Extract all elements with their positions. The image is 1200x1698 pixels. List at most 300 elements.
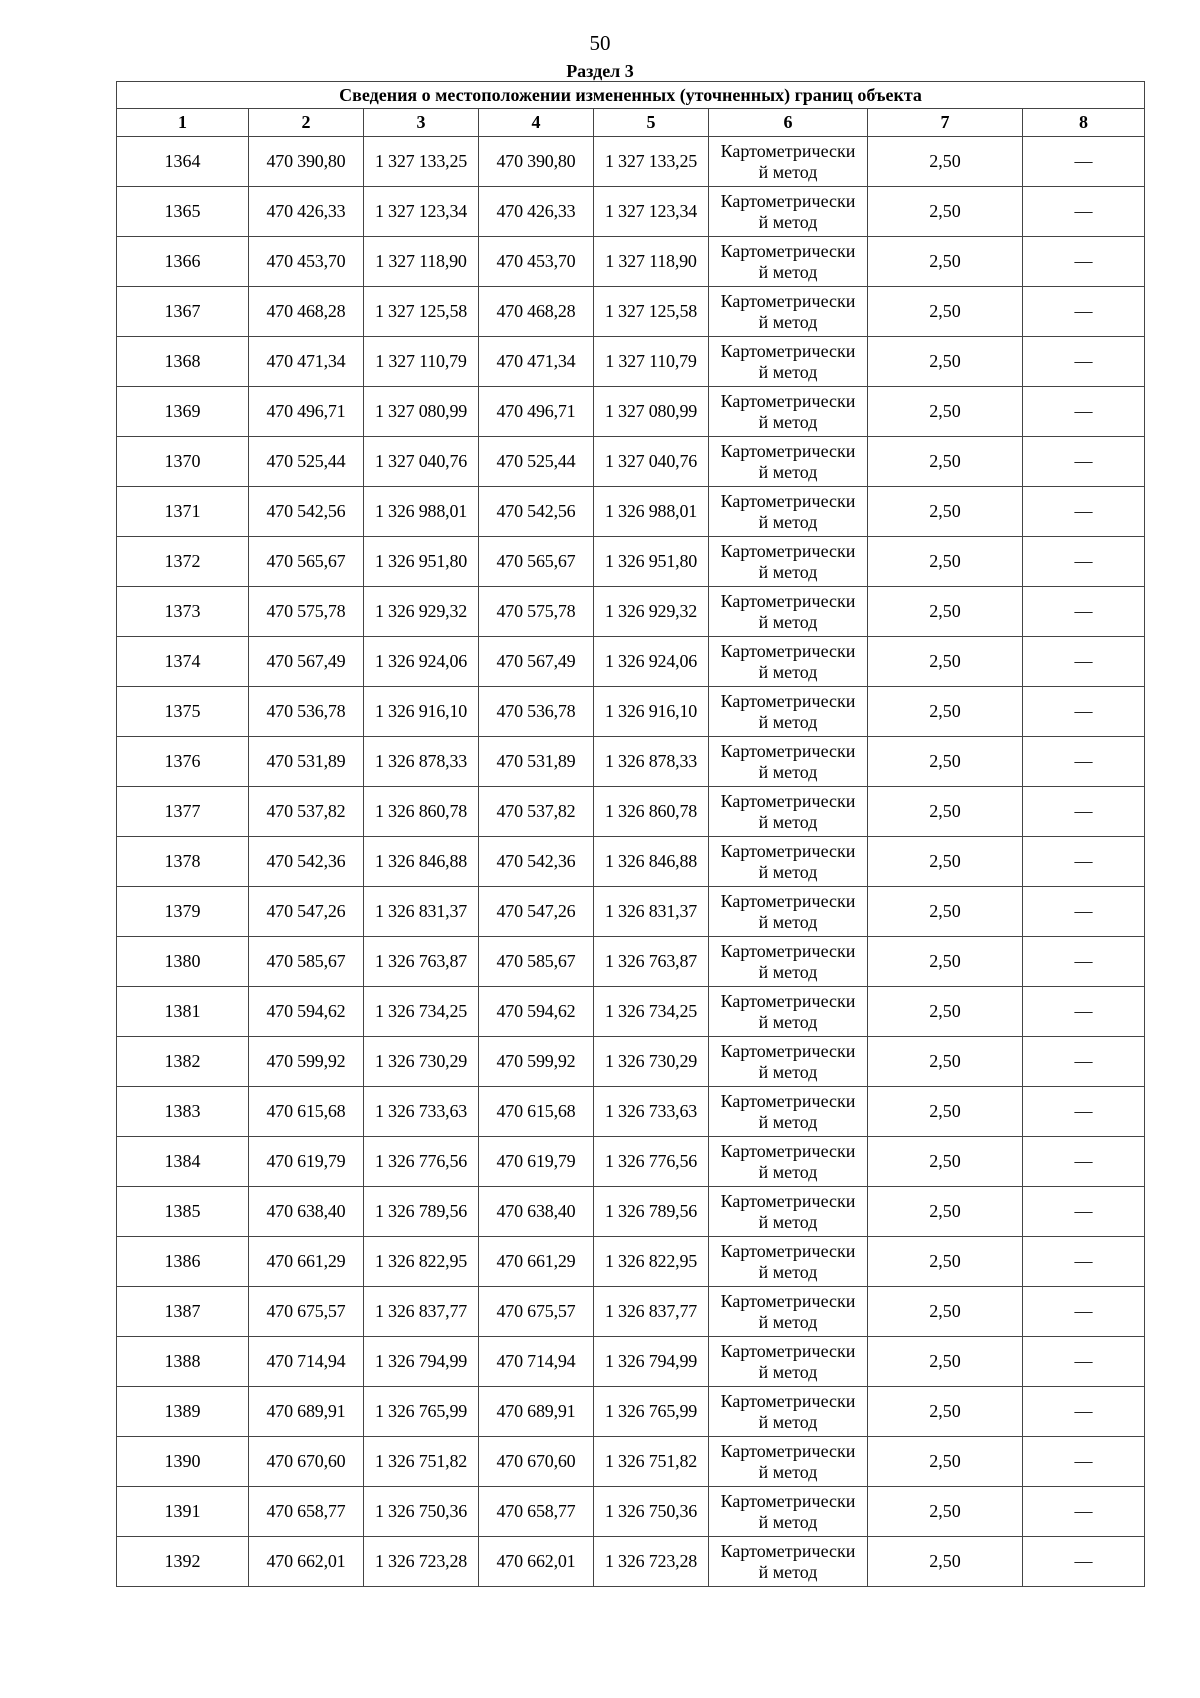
point-number-cell: 1364	[117, 137, 249, 187]
existing-x-cell: 470 661,29	[249, 1237, 364, 1287]
table-row	[117, 1287, 1145, 1337]
table-row	[117, 437, 1145, 487]
existing-x-cell: 470 714,94	[249, 1337, 364, 1387]
new-y-cell: 1 326 730,29	[594, 1037, 709, 1087]
existing-x-cell: 470 542,36	[249, 837, 364, 887]
existing-x-cell: 470 619,79	[249, 1137, 364, 1187]
accuracy-cell: 2,50	[868, 1087, 1023, 1137]
method-cell	[709, 1187, 868, 1237]
point-number-cell: 1369	[117, 387, 249, 437]
method-cell	[709, 1537, 868, 1587]
method-cell	[709, 637, 868, 687]
method-line-2: й метод	[758, 1511, 818, 1532]
method-cell	[709, 337, 868, 387]
method-line-1: Картометрически	[720, 940, 856, 961]
point-number-cell: 1376	[117, 737, 249, 787]
new-y-cell: 1 327 123,34	[594, 187, 709, 237]
table-row	[117, 837, 1145, 887]
method-line-2: й метод	[758, 511, 818, 532]
table-row	[117, 487, 1145, 537]
accuracy-cell: 2,50	[868, 1487, 1023, 1537]
table-row	[117, 987, 1145, 1037]
note-cell: —	[1023, 537, 1145, 587]
table-row	[117, 1537, 1145, 1587]
accuracy-cell: 2,50	[868, 1387, 1023, 1437]
new-y-cell: 1 326 789,56	[594, 1187, 709, 1237]
method-line-1: Картометрически	[720, 990, 856, 1011]
new-y-cell: 1 326 733,63	[594, 1087, 709, 1137]
table-row	[117, 1137, 1145, 1187]
point-number-cell: 1372	[117, 537, 249, 587]
table-row	[117, 287, 1145, 337]
new-y-cell: 1 327 125,58	[594, 287, 709, 337]
method-line-2: й метод	[758, 811, 818, 832]
table-row	[117, 1487, 1145, 1537]
existing-y-cell: 1 326 988,01	[364, 487, 479, 537]
point-number-cell: 1391	[117, 1487, 249, 1537]
table-row	[117, 537, 1145, 587]
point-number-cell: 1388	[117, 1337, 249, 1387]
new-y-cell: 1 326 794,99	[594, 1337, 709, 1387]
table-row	[117, 137, 1145, 187]
existing-y-cell: 1 326 734,25	[364, 987, 479, 1037]
new-x-cell: 470 547,26	[479, 887, 594, 937]
existing-x-cell: 470 531,89	[249, 737, 364, 787]
method-line-1: Картометрически	[720, 690, 856, 711]
note-cell: —	[1023, 287, 1145, 337]
method-line-2: й метод	[758, 911, 818, 932]
note-cell: —	[1023, 187, 1145, 237]
existing-x-cell: 470 468,28	[249, 287, 364, 337]
accuracy-cell: 2,50	[868, 987, 1023, 1037]
accuracy-cell: 2,50	[868, 1237, 1023, 1287]
accuracy-cell: 2,50	[868, 187, 1023, 237]
accuracy-cell: 2,50	[868, 337, 1023, 387]
point-number-cell: 1373	[117, 587, 249, 637]
new-y-cell: 1 326 924,06	[594, 637, 709, 687]
existing-x-cell: 470 585,67	[249, 937, 364, 987]
method-line-1: Картометрически	[720, 1490, 856, 1511]
method-line-1: Картометрически	[720, 1140, 856, 1161]
method-line-1: Картометрически	[720, 1040, 856, 1061]
section-title: Раздел 3	[566, 61, 634, 81]
note-cell: —	[1023, 387, 1145, 437]
existing-y-cell: 1 326 789,56	[364, 1187, 479, 1237]
existing-x-cell: 470 536,78	[249, 687, 364, 737]
existing-x-cell: 470 471,34	[249, 337, 364, 387]
table-row	[117, 187, 1145, 237]
existing-y-cell: 1 326 765,99	[364, 1387, 479, 1437]
existing-x-cell: 470 670,60	[249, 1437, 364, 1487]
note-cell: —	[1023, 1337, 1145, 1387]
existing-x-cell: 470 390,80	[249, 137, 364, 187]
accuracy-cell: 2,50	[868, 637, 1023, 687]
note-cell: —	[1023, 237, 1145, 287]
note-cell: —	[1023, 587, 1145, 637]
accuracy-cell: 2,50	[868, 1437, 1023, 1487]
method-cell	[709, 1137, 868, 1187]
point-number-cell: 1382	[117, 1037, 249, 1087]
existing-y-cell: 1 326 929,32	[364, 587, 479, 637]
point-number-cell: 1392	[117, 1537, 249, 1587]
existing-y-cell: 1 326 846,88	[364, 837, 479, 887]
new-x-cell: 470 689,91	[479, 1387, 594, 1437]
point-number-cell: 1370	[117, 437, 249, 487]
existing-y-cell: 1 326 794,99	[364, 1337, 479, 1387]
method-cell	[709, 1387, 868, 1437]
accuracy-cell: 2,50	[868, 1287, 1023, 1337]
accuracy-cell: 2,50	[868, 737, 1023, 787]
method-cell	[709, 687, 868, 737]
table-row	[117, 787, 1145, 837]
accuracy-cell: 2,50	[868, 487, 1023, 537]
new-y-cell: 1 326 988,01	[594, 487, 709, 537]
note-cell: —	[1023, 987, 1145, 1037]
method-line-1: Картометрически	[720, 190, 856, 211]
existing-y-cell: 1 326 776,56	[364, 1137, 479, 1187]
method-line-1: Картометрически	[720, 590, 856, 611]
method-line-2: й метод	[758, 1311, 818, 1332]
method-cell	[709, 587, 868, 637]
new-x-cell: 470 537,82	[479, 787, 594, 837]
method-line-1: Картометрически	[720, 1240, 856, 1261]
new-x-cell: 470 390,80	[479, 137, 594, 187]
method-line-2: й метод	[758, 261, 818, 282]
new-x-cell: 470 531,89	[479, 737, 594, 787]
table-row	[117, 737, 1145, 787]
point-number-cell: 1374	[117, 637, 249, 687]
page-number: 50	[589, 31, 611, 55]
column-number-row	[117, 109, 1145, 137]
table-row	[117, 1037, 1145, 1087]
table-row	[117, 1237, 1145, 1287]
table-row	[117, 637, 1145, 687]
accuracy-cell: 2,50	[868, 1037, 1023, 1087]
existing-y-cell: 1 327 123,34	[364, 187, 479, 237]
point-number-cell: 1384	[117, 1137, 249, 1187]
method-line-1: Картометрически	[720, 640, 856, 661]
new-x-cell: 470 453,70	[479, 237, 594, 287]
existing-x-cell: 470 575,78	[249, 587, 364, 637]
new-y-cell: 1 326 776,56	[594, 1137, 709, 1187]
accuracy-cell: 2,50	[868, 387, 1023, 437]
method-line-2: й метод	[758, 711, 818, 732]
note-cell: —	[1023, 1537, 1145, 1587]
existing-y-cell: 1 326 878,33	[364, 737, 479, 787]
note-cell: —	[1023, 337, 1145, 387]
method-line-1: Картометрически	[720, 1290, 856, 1311]
new-y-cell: 1 326 822,95	[594, 1237, 709, 1287]
existing-y-cell: 1 327 133,25	[364, 137, 479, 187]
existing-x-cell: 470 537,82	[249, 787, 364, 837]
method-line-1: Картометрически	[720, 1090, 856, 1111]
method-line-2: й метод	[758, 211, 818, 232]
method-line-2: й метод	[758, 1161, 818, 1182]
method-cell	[709, 137, 868, 187]
existing-x-cell: 470 599,92	[249, 1037, 364, 1087]
method-line-2: й метод	[758, 1461, 818, 1482]
method-line-2: й метод	[758, 311, 818, 332]
method-line-2: й метод	[758, 661, 818, 682]
method-line-1: Картометрически	[720, 140, 856, 161]
method-line-2: й метод	[758, 1561, 818, 1582]
method-cell	[709, 787, 868, 837]
new-x-cell: 470 525,44	[479, 437, 594, 487]
existing-y-cell: 1 326 837,77	[364, 1287, 479, 1337]
method-cell	[709, 887, 868, 937]
table-row	[117, 937, 1145, 987]
method-cell	[709, 987, 868, 1037]
new-x-cell: 470 426,33	[479, 187, 594, 237]
method-line-2: й метод	[758, 1261, 818, 1282]
method-line-2: й метод	[758, 861, 818, 882]
method-cell	[709, 537, 868, 587]
point-number-cell: 1377	[117, 787, 249, 837]
existing-y-cell: 1 326 750,36	[364, 1487, 479, 1537]
note-cell: —	[1023, 1037, 1145, 1087]
method-cell	[709, 1087, 868, 1137]
existing-y-cell: 1 326 723,28	[364, 1537, 479, 1587]
new-y-cell: 1 327 110,79	[594, 337, 709, 387]
new-x-cell: 470 468,28	[479, 287, 594, 337]
point-number-cell: 1380	[117, 937, 249, 987]
new-y-cell: 1 327 118,90	[594, 237, 709, 287]
existing-y-cell: 1 327 110,79	[364, 337, 479, 387]
point-number-cell: 1375	[117, 687, 249, 737]
note-cell: —	[1023, 737, 1145, 787]
new-x-cell: 470 638,40	[479, 1187, 594, 1237]
note-cell: —	[1023, 1237, 1145, 1287]
point-number-cell: 1386	[117, 1237, 249, 1287]
new-x-cell: 470 662,01	[479, 1537, 594, 1587]
accuracy-cell: 2,50	[868, 837, 1023, 887]
method-line-2: й метод	[758, 961, 818, 982]
new-x-cell: 470 599,92	[479, 1037, 594, 1087]
point-number-cell: 1383	[117, 1087, 249, 1137]
column-number: 5	[594, 109, 709, 137]
method-line-1: Картометрически	[720, 740, 856, 761]
existing-y-cell: 1 327 118,90	[364, 237, 479, 287]
table-row	[117, 887, 1145, 937]
method-cell	[709, 1437, 868, 1487]
existing-y-cell: 1 326 860,78	[364, 787, 479, 837]
method-cell	[709, 737, 868, 787]
existing-x-cell: 470 525,44	[249, 437, 364, 487]
table-row	[117, 387, 1145, 437]
new-x-cell: 470 471,34	[479, 337, 594, 387]
accuracy-cell: 2,50	[868, 1137, 1023, 1187]
existing-y-cell: 1 326 733,63	[364, 1087, 479, 1137]
existing-x-cell: 470 658,77	[249, 1487, 364, 1537]
note-cell: —	[1023, 487, 1145, 537]
new-y-cell: 1 326 723,28	[594, 1537, 709, 1587]
new-y-cell: 1 326 765,99	[594, 1387, 709, 1437]
method-line-1: Картометрически	[720, 440, 856, 461]
accuracy-cell: 2,50	[868, 287, 1023, 337]
new-x-cell: 470 567,49	[479, 637, 594, 687]
new-x-cell: 470 675,57	[479, 1287, 594, 1337]
new-x-cell: 470 670,60	[479, 1437, 594, 1487]
method-line-1: Картометрически	[720, 490, 856, 511]
existing-x-cell: 470 426,33	[249, 187, 364, 237]
method-cell	[709, 487, 868, 537]
column-number: 7	[868, 109, 1023, 137]
point-number-cell: 1366	[117, 237, 249, 287]
column-number: 3	[364, 109, 479, 137]
existing-y-cell: 1 326 763,87	[364, 937, 479, 987]
column-number: 8	[1023, 109, 1145, 137]
accuracy-cell: 2,50	[868, 137, 1023, 187]
method-cell	[709, 1237, 868, 1287]
new-x-cell: 470 496,71	[479, 387, 594, 437]
new-y-cell: 1 326 878,33	[594, 737, 709, 787]
note-cell: —	[1023, 887, 1145, 937]
new-y-cell: 1 326 837,77	[594, 1287, 709, 1337]
method-line-1: Картометрически	[720, 290, 856, 311]
existing-x-cell: 470 567,49	[249, 637, 364, 687]
new-x-cell: 470 594,62	[479, 987, 594, 1037]
accuracy-cell: 2,50	[868, 787, 1023, 837]
note-cell: —	[1023, 1187, 1145, 1237]
method-line-2: й метод	[758, 361, 818, 382]
note-cell: —	[1023, 1137, 1145, 1187]
method-line-2: й метод	[758, 411, 818, 432]
method-line-1: Картометрически	[720, 390, 856, 411]
method-line-1: Картометрически	[720, 340, 856, 361]
new-y-cell: 1 326 750,36	[594, 1487, 709, 1537]
existing-y-cell: 1 327 040,76	[364, 437, 479, 487]
note-cell: —	[1023, 1087, 1145, 1137]
accuracy-cell: 2,50	[868, 687, 1023, 737]
note-cell: —	[1023, 1387, 1145, 1437]
method-line-1: Картометрически	[720, 1540, 856, 1561]
existing-y-cell: 1 326 916,10	[364, 687, 479, 737]
method-cell	[709, 437, 868, 487]
method-line-1: Картометрически	[720, 1190, 856, 1211]
new-y-cell: 1 326 751,82	[594, 1437, 709, 1487]
new-y-cell: 1 327 133,25	[594, 137, 709, 187]
table-row	[117, 587, 1145, 637]
existing-x-cell: 470 496,71	[249, 387, 364, 437]
existing-x-cell: 470 565,67	[249, 537, 364, 587]
point-number-cell: 1390	[117, 1437, 249, 1487]
point-number-cell: 1389	[117, 1387, 249, 1437]
column-number: 6	[709, 109, 868, 137]
new-x-cell: 470 661,29	[479, 1237, 594, 1287]
new-x-cell: 470 658,77	[479, 1487, 594, 1537]
existing-y-cell: 1 326 822,95	[364, 1237, 479, 1287]
point-number-cell: 1368	[117, 337, 249, 387]
new-y-cell: 1 326 763,87	[594, 937, 709, 987]
note-cell: —	[1023, 1487, 1145, 1537]
method-cell	[709, 387, 868, 437]
column-number: 1	[117, 109, 249, 137]
method-cell	[709, 1037, 868, 1087]
point-number-cell: 1387	[117, 1287, 249, 1337]
note-cell: —	[1023, 437, 1145, 487]
new-y-cell: 1 326 860,78	[594, 787, 709, 837]
new-x-cell: 470 615,68	[479, 1087, 594, 1137]
method-line-1: Картометрически	[720, 890, 856, 911]
method-line-2: й метод	[758, 1111, 818, 1132]
existing-x-cell: 470 453,70	[249, 237, 364, 287]
coordinates-table	[116, 81, 1145, 1587]
method-line-2: й метод	[758, 1411, 818, 1432]
note-cell: —	[1023, 687, 1145, 737]
note-cell: —	[1023, 637, 1145, 687]
table-row	[117, 337, 1145, 387]
table-row	[117, 237, 1145, 287]
method-line-2: й метод	[758, 461, 818, 482]
method-cell	[709, 287, 868, 337]
new-y-cell: 1 326 846,88	[594, 837, 709, 887]
column-number: 2	[249, 109, 364, 137]
table-row	[117, 1387, 1145, 1437]
method-line-2: й метод	[758, 1211, 818, 1232]
method-cell	[709, 237, 868, 287]
point-number-cell: 1371	[117, 487, 249, 537]
method-line-1: Картометрически	[720, 1340, 856, 1361]
new-y-cell: 1 327 080,99	[594, 387, 709, 437]
existing-x-cell: 470 542,56	[249, 487, 364, 537]
accuracy-cell: 2,50	[868, 1337, 1023, 1387]
existing-x-cell: 470 675,57	[249, 1287, 364, 1337]
accuracy-cell: 2,50	[868, 1537, 1023, 1587]
method-line-2: й метод	[758, 561, 818, 582]
existing-y-cell: 1 326 831,37	[364, 887, 479, 937]
new-y-cell: 1 326 734,25	[594, 987, 709, 1037]
new-x-cell: 470 536,78	[479, 687, 594, 737]
note-cell: —	[1023, 1437, 1145, 1487]
new-y-cell: 1 327 040,76	[594, 437, 709, 487]
point-number-cell: 1379	[117, 887, 249, 937]
table-caption: Сведения о местоположении измененных (уточненных) границ объекта	[117, 82, 1145, 109]
accuracy-cell: 2,50	[868, 437, 1023, 487]
existing-y-cell: 1 327 125,58	[364, 287, 479, 337]
note-cell: —	[1023, 937, 1145, 987]
existing-x-cell: 470 547,26	[249, 887, 364, 937]
method-line-2: й метод	[758, 761, 818, 782]
existing-y-cell: 1 327 080,99	[364, 387, 479, 437]
new-x-cell: 470 542,36	[479, 837, 594, 887]
new-y-cell: 1 326 916,10	[594, 687, 709, 737]
new-x-cell: 470 585,67	[479, 937, 594, 987]
method-cell	[709, 187, 868, 237]
method-line-1: Картометрически	[720, 1390, 856, 1411]
new-y-cell: 1 326 831,37	[594, 887, 709, 937]
new-x-cell: 470 619,79	[479, 1137, 594, 1187]
table-body	[117, 137, 1145, 1587]
existing-y-cell: 1 326 751,82	[364, 1437, 479, 1487]
new-y-cell: 1 326 951,80	[594, 537, 709, 587]
accuracy-cell: 2,50	[868, 587, 1023, 637]
note-cell: —	[1023, 787, 1145, 837]
existing-y-cell: 1 326 730,29	[364, 1037, 479, 1087]
existing-x-cell: 470 662,01	[249, 1537, 364, 1587]
table-row	[117, 1337, 1145, 1387]
accuracy-cell: 2,50	[868, 237, 1023, 287]
existing-x-cell: 470 689,91	[249, 1387, 364, 1437]
existing-x-cell: 470 638,40	[249, 1187, 364, 1237]
existing-x-cell: 470 615,68	[249, 1087, 364, 1137]
existing-y-cell: 1 326 951,80	[364, 537, 479, 587]
point-number-cell: 1385	[117, 1187, 249, 1237]
existing-y-cell: 1 326 924,06	[364, 637, 479, 687]
new-x-cell: 470 542,56	[479, 487, 594, 537]
method-line-1: Картометрически	[720, 1440, 856, 1461]
method-line-2: й метод	[758, 1061, 818, 1082]
table-row	[117, 1187, 1145, 1237]
